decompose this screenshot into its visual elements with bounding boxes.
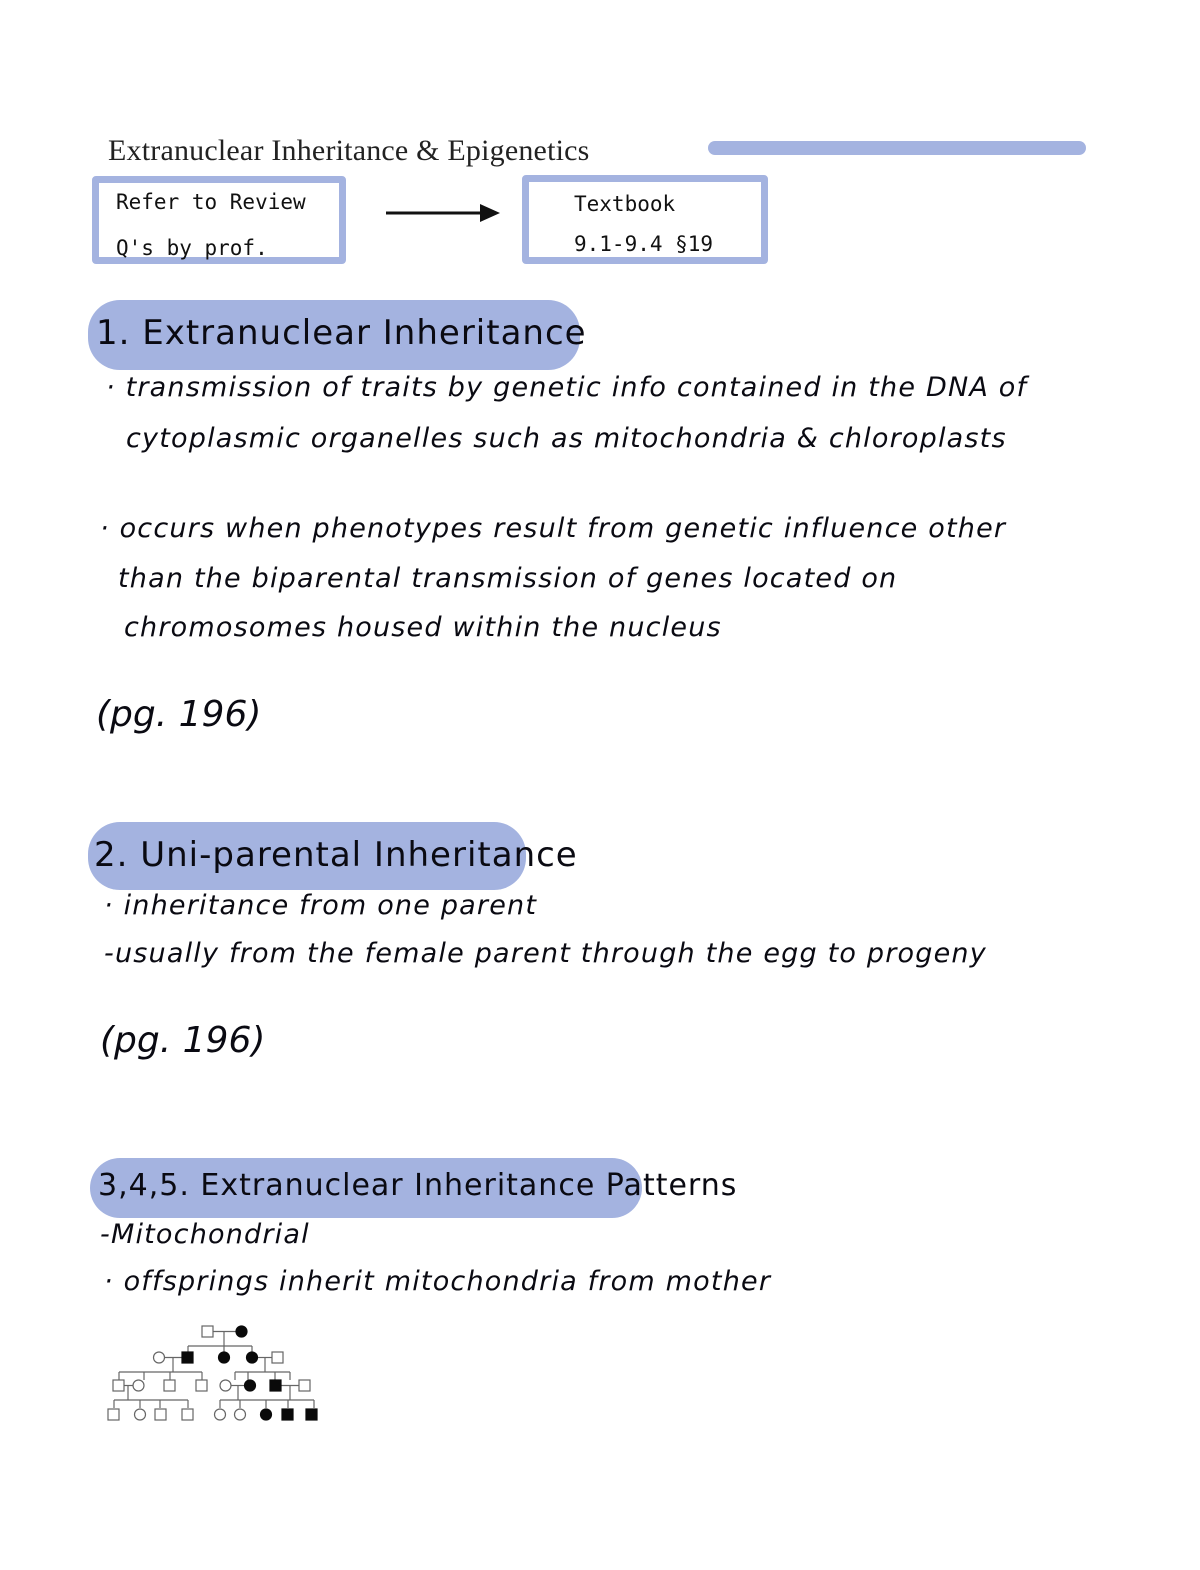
section-2-line-1: · inheritance from one parent [104, 890, 538, 921]
pedigree-female-affected [236, 1326, 247, 1337]
pedigree-male-unaffected [108, 1409, 119, 1420]
textbook-box-line2: 9.1-9.4 §19 [574, 232, 714, 256]
pedigree-female-unaffected [220, 1380, 231, 1391]
page-title: Extranuclear Inheritance & Epigenetics [108, 134, 590, 167]
pedigree-female-unaffected [133, 1380, 144, 1391]
pedigree-female-affected [247, 1352, 258, 1363]
pedigree-female-unaffected [215, 1409, 226, 1420]
review-box-line1: Refer to Review [116, 190, 306, 214]
pedigree-male-unaffected [182, 1409, 193, 1420]
pedigree-male-affected [306, 1409, 317, 1420]
pedigree-male-unaffected [155, 1409, 166, 1420]
section-3-line-2: · offsprings inherit mitochondria from mother [104, 1266, 772, 1297]
title-highlight-bar [708, 141, 1086, 155]
pedigree-male-unaffected [202, 1326, 213, 1337]
pedigree-male-unaffected [164, 1380, 175, 1391]
section-1-line-5: chromosomes housed within the nucleus [124, 612, 722, 643]
pedigree-female-affected [245, 1380, 256, 1391]
pedigree-female-unaffected [154, 1352, 165, 1363]
section-3-line-1: -Mitochondrial [100, 1219, 310, 1250]
section-2-line-2: -usually from the female parent through the egg to progeny [104, 938, 987, 969]
right-arrow-icon [384, 200, 504, 226]
section-1-heading: 1. Extranuclear Inheritance [96, 313, 587, 353]
pedigree-male-unaffected [196, 1380, 207, 1391]
pedigree-male-affected [270, 1380, 281, 1391]
section-1-line-1: · transmission of traits by genetic info contained in the DNA of [106, 372, 1028, 403]
textbook-box-line1: Textbook [574, 192, 676, 216]
review-box-line2: Q's by prof. [116, 236, 268, 260]
pedigree-male-affected [182, 1352, 193, 1363]
pedigree-female-unaffected [135, 1409, 146, 1420]
section-1-line-4: than the biparental transmission of genes located on [118, 563, 898, 594]
pedigree-female-affected [219, 1352, 230, 1363]
section-2-page-ref: (pg. 196) [100, 1020, 266, 1061]
pedigree-male-unaffected [272, 1352, 283, 1363]
section-1-line-2: cytoplasmic organelles such as mitochondria & chloroplasts [126, 423, 1007, 454]
pedigree-male-affected [282, 1409, 293, 1420]
pedigree-male-unaffected [299, 1380, 310, 1391]
section-1-line-3: · occurs when phenotypes result from genetic influence other [100, 513, 1007, 544]
section-3-heading: 3,4,5. Extranuclear Inheritance Patterns [98, 1168, 738, 1203]
pedigree-female-unaffected [235, 1409, 246, 1420]
pedigree-chart [100, 1318, 330, 1430]
pedigree-female-affected [261, 1409, 272, 1420]
section-2-heading: 2. Uni-parental Inheritance [94, 835, 578, 875]
pedigree-male-unaffected [113, 1380, 124, 1391]
section-1-page-ref: (pg. 196) [96, 694, 262, 735]
